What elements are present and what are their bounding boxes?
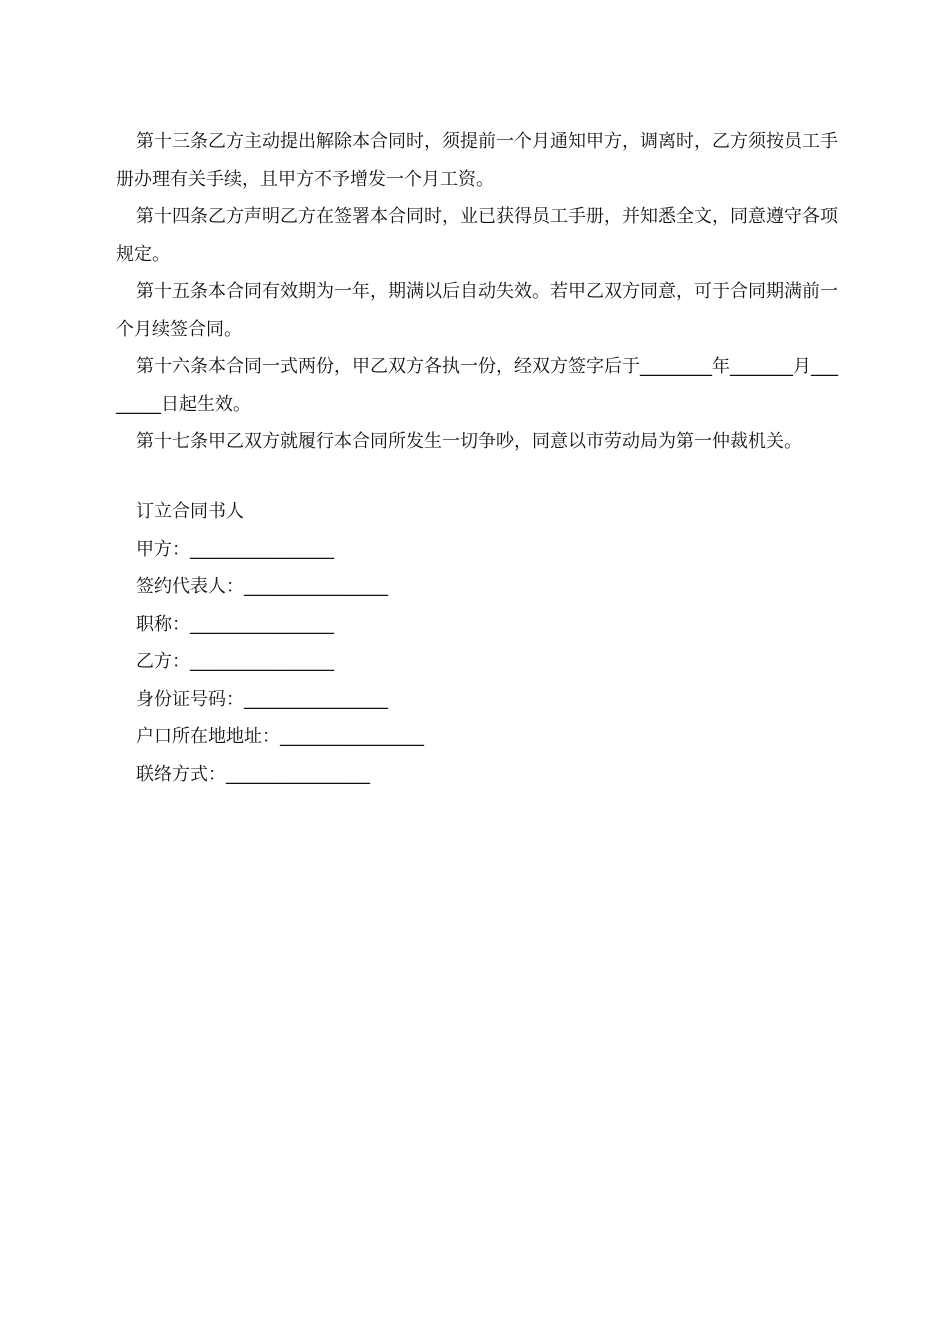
clause-14: 第十四条乙方声明乙方在签署本合同时，业已获得员工手册，并知悉全文，同意遵守各项规定。 xyxy=(116,206,838,265)
clause-16: 第十六条本合同一式两份，甲乙双方各执一份，经双方签字后于________年_______月________日起生效。 xyxy=(116,356,838,415)
representative-line: 签约代表人：________________ xyxy=(136,576,388,597)
household-address-line: 户口所在地地址：________________ xyxy=(136,726,424,747)
clause-17: 第十七条甲乙双方就履行本合同所发生一切争吵，同意以市劳动局为第一仲裁机关。 xyxy=(136,431,802,452)
job-title-line: 职称：________________ xyxy=(136,613,334,635)
party-a-line: 甲方：________________ xyxy=(136,538,334,560)
clause-15: 第十五条本合同有效期为一年，期满以后自动失效。若甲乙双方同意，可于合同期满前一个月续签合同。 xyxy=(116,281,838,340)
signature-block xyxy=(136,493,836,793)
clause-13: 第十三条乙方主动提出解除本合同时，须提前一个月通知甲方，调离时，乙方须按员工手册办理有关手续，且甲方不予增发一个月工资。 xyxy=(116,131,838,190)
contact-line: 联络方式：________________ xyxy=(136,763,370,785)
contract-clauses xyxy=(116,123,838,461)
signature-heading: 订立合同书人 xyxy=(136,501,244,522)
party-b-line: 乙方：________________ xyxy=(136,651,334,672)
id-number-line: 身份证号码：________________ xyxy=(136,688,388,710)
